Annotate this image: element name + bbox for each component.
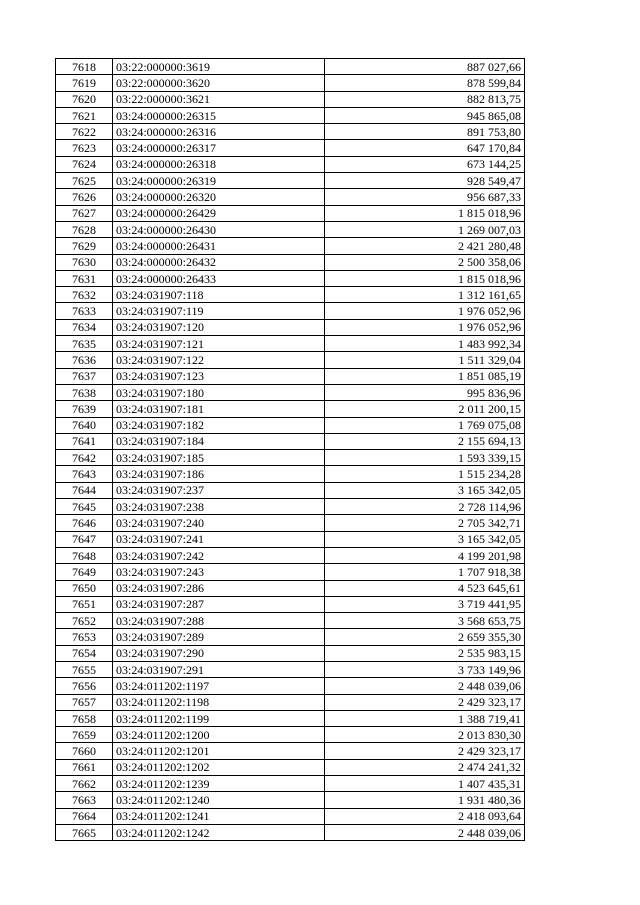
cadastral-number-cell: 03:24:000000:26433 bbox=[113, 270, 325, 286]
table-row bbox=[56, 596, 525, 612]
row-number-cell: 7655 bbox=[56, 661, 113, 677]
table-row bbox=[56, 401, 525, 417]
cadastral-number-cell: 03:24:000000:26431 bbox=[113, 238, 325, 254]
table-row bbox=[56, 482, 525, 498]
table-row bbox=[56, 613, 525, 629]
cadastral-value-cell: 2 728 114,96 bbox=[325, 499, 525, 515]
row-number-cell: 7661 bbox=[56, 759, 113, 775]
row-number-cell: 7663 bbox=[56, 792, 113, 808]
row-number-cell: 7637 bbox=[56, 368, 113, 384]
cadastral-value-cell: 3 719 441,95 bbox=[325, 596, 525, 612]
table-row bbox=[56, 678, 525, 694]
cadastral-number-cell: 03:24:031907:243 bbox=[113, 564, 325, 580]
table-row bbox=[56, 580, 525, 596]
table-row bbox=[56, 450, 525, 466]
table-row bbox=[56, 515, 525, 531]
cadastral-number-cell: 03:24:031907:241 bbox=[113, 531, 325, 547]
cadastral-number-cell: 03:24:011202:1242 bbox=[113, 824, 325, 840]
table-row bbox=[56, 287, 525, 303]
cadastral-number-cell: 03:24:011202:1198 bbox=[113, 694, 325, 710]
table-row bbox=[56, 824, 525, 840]
cadastral-number-cell: 03:24:031907:287 bbox=[113, 596, 325, 612]
cadastral-value-cell: 1 593 339,15 bbox=[325, 450, 525, 466]
cadastral-number-cell: 03:24:000000:26319 bbox=[113, 173, 325, 189]
cadastral-value-cell: 2 500 358,06 bbox=[325, 254, 525, 270]
cadastral-value-cell: 3 733 149,96 bbox=[325, 661, 525, 677]
row-number-cell: 7618 bbox=[56, 59, 113, 75]
cadastral-value-cell: 887 027,66 bbox=[325, 59, 525, 75]
cadastral-value-cell: 1 483 992,34 bbox=[325, 336, 525, 352]
row-number-cell: 7623 bbox=[56, 140, 113, 156]
cadastral-value-cell: 2 421 280,48 bbox=[325, 238, 525, 254]
cadastral-number-cell: 03:22:000000:3620 bbox=[113, 75, 325, 91]
cadastral-number-cell: 03:24:031907:289 bbox=[113, 629, 325, 645]
table-row bbox=[56, 694, 525, 710]
cadastral-number-cell: 03:24:000000:26429 bbox=[113, 205, 325, 221]
table-row bbox=[56, 221, 525, 237]
table-row bbox=[56, 336, 525, 352]
table-row bbox=[56, 156, 525, 172]
row-number-cell: 7640 bbox=[56, 417, 113, 433]
cadastral-value-cell: 1 769 075,08 bbox=[325, 417, 525, 433]
cadastral-number-cell: 03:22:000000:3621 bbox=[113, 91, 325, 107]
row-number-cell: 7641 bbox=[56, 433, 113, 449]
table-row bbox=[56, 710, 525, 726]
table-row bbox=[56, 173, 525, 189]
table-row bbox=[56, 743, 525, 759]
table-row bbox=[56, 384, 525, 400]
table-body bbox=[56, 59, 525, 841]
cadastral-number-cell: 03:24:000000:26316 bbox=[113, 124, 325, 140]
cadastral-value-cell: 673 144,25 bbox=[325, 156, 525, 172]
row-number-cell: 7654 bbox=[56, 645, 113, 661]
cadastral-number-cell: 03:24:031907:184 bbox=[113, 433, 325, 449]
table-row bbox=[56, 629, 525, 645]
row-number-cell: 7662 bbox=[56, 776, 113, 792]
cadastral-value-cell: 2 155 694,13 bbox=[325, 433, 525, 449]
table-row bbox=[56, 91, 525, 107]
table-row bbox=[56, 792, 525, 808]
cadastral-value-cell: 2 474 241,32 bbox=[325, 759, 525, 775]
cadastral-number-cell: 03:24:031907:122 bbox=[113, 352, 325, 368]
cadastral-value-cell: 956 687,33 bbox=[325, 189, 525, 205]
row-number-cell: 7649 bbox=[56, 564, 113, 580]
row-number-cell: 7625 bbox=[56, 173, 113, 189]
cadastral-number-cell: 03:24:031907:186 bbox=[113, 466, 325, 482]
table-row bbox=[56, 564, 525, 580]
cadastral-value-cell: 995 836,96 bbox=[325, 384, 525, 400]
cadastral-number-cell: 03:24:031907:180 bbox=[113, 384, 325, 400]
row-number-cell: 7644 bbox=[56, 482, 113, 498]
table-row bbox=[56, 466, 525, 482]
cadastral-number-cell: 03:24:000000:26320 bbox=[113, 189, 325, 205]
cadastral-value-cell: 1 931 480,36 bbox=[325, 792, 525, 808]
cadastral-value-cell: 1 851 085,19 bbox=[325, 368, 525, 384]
cadastral-number-cell: 03:24:011202:1240 bbox=[113, 792, 325, 808]
cadastral-value-cell: 945 865,08 bbox=[325, 107, 525, 123]
row-number-cell: 7629 bbox=[56, 238, 113, 254]
cadastral-value-cell: 2 013 830,30 bbox=[325, 727, 525, 743]
cadastral-value-cell: 1 511 329,04 bbox=[325, 352, 525, 368]
cadastral-number-cell: 03:24:031907:237 bbox=[113, 482, 325, 498]
cadastral-value-cell: 647 170,84 bbox=[325, 140, 525, 156]
cadastral-number-cell: 03:24:031907:291 bbox=[113, 661, 325, 677]
row-number-cell: 7656 bbox=[56, 678, 113, 694]
cadastral-value-cell: 1 976 052,96 bbox=[325, 303, 525, 319]
cadastral-value-cell: 3 165 342,05 bbox=[325, 531, 525, 547]
cadastral-number-cell: 03:24:011202:1202 bbox=[113, 759, 325, 775]
cadastral-number-cell: 03:24:031907:290 bbox=[113, 645, 325, 661]
cadastral-number-cell: 03:24:031907:185 bbox=[113, 450, 325, 466]
cadastral-value-table bbox=[55, 58, 525, 841]
table-row bbox=[56, 319, 525, 335]
row-number-cell: 7620 bbox=[56, 91, 113, 107]
row-number-cell: 7621 bbox=[56, 107, 113, 123]
cadastral-value-cell: 1 312 161,65 bbox=[325, 287, 525, 303]
row-number-cell: 7619 bbox=[56, 75, 113, 91]
cadastral-value-cell: 2 418 093,64 bbox=[325, 808, 525, 824]
row-number-cell: 7642 bbox=[56, 450, 113, 466]
cadastral-value-cell: 1 388 719,41 bbox=[325, 710, 525, 726]
cadastral-value-cell: 2 011 200,15 bbox=[325, 401, 525, 417]
table-row bbox=[56, 368, 525, 384]
cadastral-value-cell: 3 165 342,05 bbox=[325, 482, 525, 498]
row-number-cell: 7645 bbox=[56, 499, 113, 515]
cadastral-value-cell: 2 448 039,06 bbox=[325, 678, 525, 694]
row-number-cell: 7636 bbox=[56, 352, 113, 368]
cadastral-value-cell: 2 429 323,17 bbox=[325, 743, 525, 759]
table-row bbox=[56, 270, 525, 286]
cadastral-value-cell: 891 753,80 bbox=[325, 124, 525, 140]
cadastral-number-cell: 03:24:011202:1241 bbox=[113, 808, 325, 824]
row-number-cell: 7632 bbox=[56, 287, 113, 303]
document-page bbox=[55, 58, 525, 841]
cadastral-value-cell: 1 407 435,31 bbox=[325, 776, 525, 792]
cadastral-number-cell: 03:24:011202:1201 bbox=[113, 743, 325, 759]
cadastral-number-cell: 03:24:000000:26315 bbox=[113, 107, 325, 123]
cadastral-value-cell: 878 599,84 bbox=[325, 75, 525, 91]
table-row bbox=[56, 531, 525, 547]
table-row bbox=[56, 352, 525, 368]
table-row bbox=[56, 645, 525, 661]
cadastral-value-cell: 1 976 052,96 bbox=[325, 319, 525, 335]
cadastral-value-cell: 2 429 323,17 bbox=[325, 694, 525, 710]
table-row bbox=[56, 75, 525, 91]
table-row bbox=[56, 759, 525, 775]
cadastral-number-cell: 03:24:011202:1199 bbox=[113, 710, 325, 726]
cadastral-number-cell: 03:24:000000:26317 bbox=[113, 140, 325, 156]
cadastral-number-cell: 03:24:031907:242 bbox=[113, 547, 325, 563]
cadastral-number-cell: 03:24:031907:238 bbox=[113, 499, 325, 515]
cadastral-value-cell: 3 568 653,75 bbox=[325, 613, 525, 629]
table-row bbox=[56, 727, 525, 743]
table-row bbox=[56, 776, 525, 792]
table-row bbox=[56, 254, 525, 270]
cadastral-number-cell: 03:24:031907:120 bbox=[113, 319, 325, 335]
cadastral-value-cell: 4 199 201,98 bbox=[325, 547, 525, 563]
row-number-cell: 7658 bbox=[56, 710, 113, 726]
table-row bbox=[56, 205, 525, 221]
cadastral-value-cell: 2 705 342,71 bbox=[325, 515, 525, 531]
cadastral-value-cell: 1 707 918,38 bbox=[325, 564, 525, 580]
table-row bbox=[56, 499, 525, 515]
cadastral-number-cell: 03:24:031907:119 bbox=[113, 303, 325, 319]
row-number-cell: 7634 bbox=[56, 319, 113, 335]
row-number-cell: 7639 bbox=[56, 401, 113, 417]
row-number-cell: 7630 bbox=[56, 254, 113, 270]
cadastral-number-cell: 03:24:031907:286 bbox=[113, 580, 325, 596]
row-number-cell: 7638 bbox=[56, 384, 113, 400]
cadastral-value-cell: 2 448 039,06 bbox=[325, 824, 525, 840]
cadastral-number-cell: 03:24:031907:182 bbox=[113, 417, 325, 433]
row-number-cell: 7628 bbox=[56, 221, 113, 237]
cadastral-value-cell: 928 549,47 bbox=[325, 173, 525, 189]
cadastral-value-cell: 2 535 983,15 bbox=[325, 645, 525, 661]
cadastral-number-cell: 03:22:000000:3619 bbox=[113, 59, 325, 75]
table-row bbox=[56, 661, 525, 677]
cadastral-value-cell: 2 659 355,30 bbox=[325, 629, 525, 645]
cadastral-value-cell: 1 815 018,96 bbox=[325, 270, 525, 286]
cadastral-number-cell: 03:24:011202:1239 bbox=[113, 776, 325, 792]
row-number-cell: 7657 bbox=[56, 694, 113, 710]
cadastral-number-cell: 03:24:031907:181 bbox=[113, 401, 325, 417]
cadastral-value-cell: 1 815 018,96 bbox=[325, 205, 525, 221]
row-number-cell: 7646 bbox=[56, 515, 113, 531]
cadastral-number-cell: 03:24:031907:240 bbox=[113, 515, 325, 531]
row-number-cell: 7647 bbox=[56, 531, 113, 547]
row-number-cell: 7652 bbox=[56, 613, 113, 629]
cadastral-number-cell: 03:24:031907:123 bbox=[113, 368, 325, 384]
cadastral-value-cell: 1 269 007,03 bbox=[325, 221, 525, 237]
cadastral-number-cell: 03:24:031907:288 bbox=[113, 613, 325, 629]
table-row bbox=[56, 107, 525, 123]
table-row bbox=[56, 59, 525, 75]
cadastral-value-cell: 1 515 234,28 bbox=[325, 466, 525, 482]
cadastral-value-cell: 4 523 645,61 bbox=[325, 580, 525, 596]
cadastral-number-cell: 03:24:000000:26430 bbox=[113, 221, 325, 237]
row-number-cell: 7659 bbox=[56, 727, 113, 743]
cadastral-number-cell: 03:24:011202:1197 bbox=[113, 678, 325, 694]
row-number-cell: 7643 bbox=[56, 466, 113, 482]
row-number-cell: 7627 bbox=[56, 205, 113, 221]
row-number-cell: 7664 bbox=[56, 808, 113, 824]
row-number-cell: 7665 bbox=[56, 824, 113, 840]
table-row bbox=[56, 189, 525, 205]
row-number-cell: 7635 bbox=[56, 336, 113, 352]
table-row bbox=[56, 140, 525, 156]
cadastral-number-cell: 03:24:000000:26432 bbox=[113, 254, 325, 270]
cadastral-number-cell: 03:24:011202:1200 bbox=[113, 727, 325, 743]
row-number-cell: 7631 bbox=[56, 270, 113, 286]
table-row bbox=[56, 547, 525, 563]
table-row bbox=[56, 417, 525, 433]
row-number-cell: 7650 bbox=[56, 580, 113, 596]
table-row bbox=[56, 124, 525, 140]
cadastral-number-cell: 03:24:031907:121 bbox=[113, 336, 325, 352]
row-number-cell: 7651 bbox=[56, 596, 113, 612]
row-number-cell: 7626 bbox=[56, 189, 113, 205]
row-number-cell: 7648 bbox=[56, 547, 113, 563]
table-row bbox=[56, 433, 525, 449]
table-row bbox=[56, 303, 525, 319]
cadastral-number-cell: 03:24:031907:118 bbox=[113, 287, 325, 303]
table-row bbox=[56, 808, 525, 824]
row-number-cell: 7653 bbox=[56, 629, 113, 645]
row-number-cell: 7622 bbox=[56, 124, 113, 140]
row-number-cell: 7624 bbox=[56, 156, 113, 172]
cadastral-value-cell: 882 813,75 bbox=[325, 91, 525, 107]
table-row bbox=[56, 238, 525, 254]
row-number-cell: 7660 bbox=[56, 743, 113, 759]
row-number-cell: 7633 bbox=[56, 303, 113, 319]
cadastral-number-cell: 03:24:000000:26318 bbox=[113, 156, 325, 172]
